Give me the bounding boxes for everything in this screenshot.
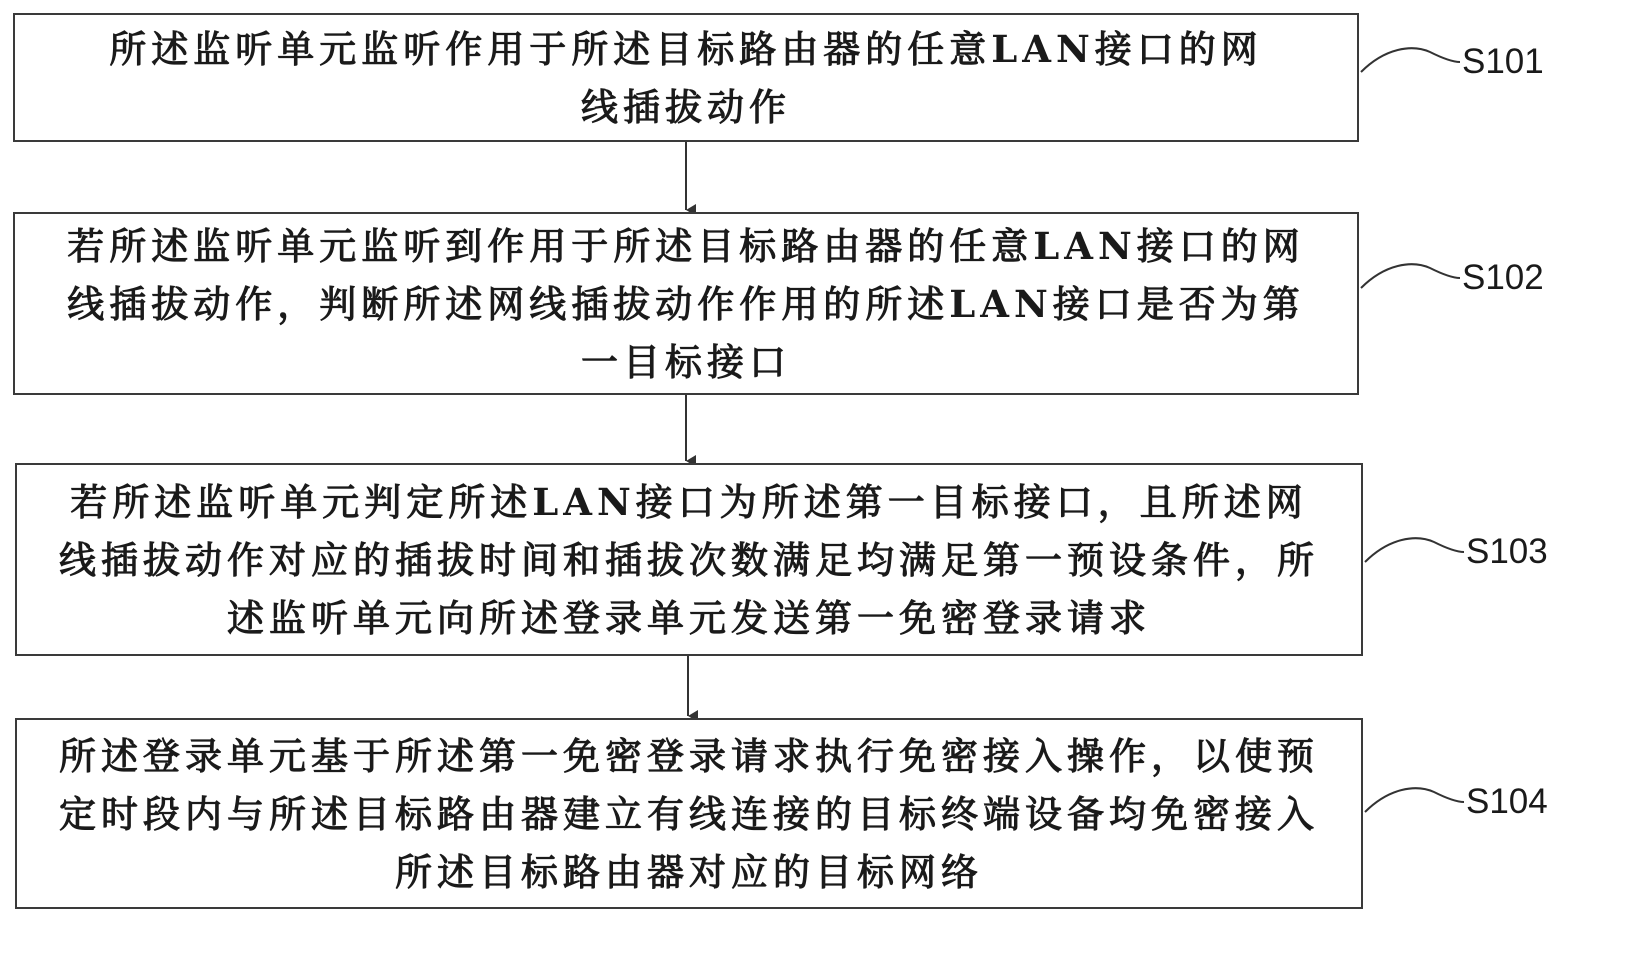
step-label-s103: S103 — [1466, 532, 1548, 571]
step-box-s103 — [15, 463, 1363, 656]
step-label-s104: S104 — [1466, 782, 1548, 821]
step-box-s102 — [13, 212, 1359, 395]
step-text-s102: 若所述监听单元监听到作用于所述目标路由器的任意LAN接口的网线插拔动作，判断所述网线插拔动作作用的所述LAN接口是否为第一目标接口 — [67, 223, 1305, 384]
step-box-s101 — [13, 13, 1359, 142]
leader-line-s102 — [1361, 264, 1460, 288]
step-label-s102: S102 — [1462, 258, 1544, 297]
step-box-s104 — [15, 718, 1363, 909]
leader-line-s101 — [1361, 48, 1460, 72]
step-label-s101: S101 — [1462, 42, 1544, 81]
leader-line-s103 — [1365, 538, 1464, 562]
step-text-s101: 所述监听单元监听作用于所述目标路由器的任意LAN接口的网线插拔动作 — [109, 26, 1263, 129]
leader-line-s104 — [1365, 788, 1464, 812]
step-text-s103: 若所述监听单元判定所述LAN接口为所述第一目标接口，且所述网线插拔动作对应的插拔时间和插拔次数满足均满足第一预设条件，所述监听单元向所述登录单元发送第一免密登录请求 — [59, 479, 1319, 640]
step-text-s104: 所述登录单元基于所述第一免密登录请求执行免密接入操作，以使预定时段内与所述目标路由器建立有线连接的目标终端设备均免密接入所述目标路由器对应的目标网络 — [59, 733, 1319, 894]
